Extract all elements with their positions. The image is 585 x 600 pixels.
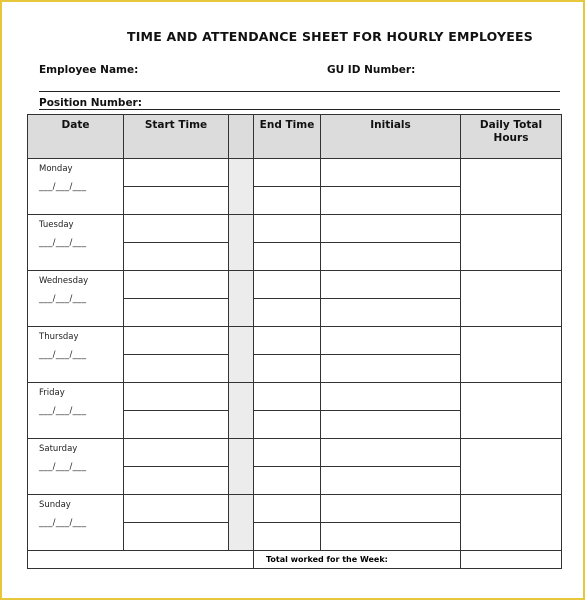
end-time-cell[interactable] [254, 467, 321, 495]
date-cell [28, 159, 124, 215]
day-name: Tuesday [39, 220, 74, 230]
initials-cell[interactable] [321, 187, 461, 215]
day-name: Friday [39, 388, 65, 398]
initials-cell[interactable] [321, 271, 461, 299]
table-row [28, 159, 562, 187]
date-cell [28, 271, 124, 327]
day-name: Saturday [39, 444, 78, 454]
initials-cell[interactable] [321, 215, 461, 243]
gap-cell [229, 215, 254, 271]
gap-cell [229, 327, 254, 383]
employee-name-underline [39, 91, 560, 92]
position-number-label: Position Number: [39, 97, 142, 109]
daily-total-cell[interactable] [461, 383, 562, 439]
table-header-row [28, 115, 562, 159]
end-time-cell[interactable] [254, 495, 321, 523]
table-row [28, 495, 562, 523]
end-time-cell[interactable] [254, 271, 321, 299]
day-name: Wednesday [39, 276, 89, 286]
start-time-cell[interactable] [124, 271, 229, 299]
header-initials: Initials [321, 115, 461, 159]
end-time-cell[interactable] [254, 327, 321, 355]
end-time-cell[interactable] [254, 355, 321, 383]
position-number-underline [39, 109, 560, 110]
table-row [28, 327, 562, 355]
table-row [28, 215, 562, 243]
start-time-cell[interactable] [124, 243, 229, 271]
daily-total-cell[interactable] [461, 159, 562, 215]
date-cell [28, 327, 124, 383]
start-time-cell[interactable] [124, 467, 229, 495]
end-time-cell[interactable] [254, 383, 321, 411]
header-start-time: Start Time [124, 115, 229, 159]
date-blank[interactable]: ___/___/___ [39, 406, 87, 416]
initials-cell[interactable] [321, 523, 461, 551]
gap-cell [229, 495, 254, 551]
initials-cell[interactable] [321, 327, 461, 355]
gap-cell [229, 383, 254, 439]
day-name: Sunday [39, 500, 71, 510]
date-blank[interactable]: ___/___/___ [39, 182, 87, 192]
date-cell [28, 215, 124, 271]
initials-cell[interactable] [321, 355, 461, 383]
end-time-cell[interactable] [254, 243, 321, 271]
day-name: Monday [39, 164, 73, 174]
page-title: TIME AND ATTENDANCE SHEET FOR HOURLY EMPLOYEES [126, 29, 533, 44]
gap-cell [229, 159, 254, 215]
date-blank[interactable]: ___/___/___ [39, 350, 87, 360]
attendance-table [27, 114, 562, 569]
start-time-cell[interactable] [124, 187, 229, 215]
end-time-cell[interactable] [254, 215, 321, 243]
date-cell [28, 439, 124, 495]
start-time-cell[interactable] [124, 495, 229, 523]
daily-total-cell[interactable] [461, 495, 562, 551]
weekly-total-row [28, 551, 562, 569]
initials-cell[interactable] [321, 383, 461, 411]
gu-id-number-label: GU ID Number: [327, 64, 416, 76]
table-row [28, 439, 562, 467]
end-time-cell[interactable] [254, 299, 321, 327]
end-time-cell[interactable] [254, 523, 321, 551]
gap-cell [229, 271, 254, 327]
weekly-total-cell[interactable] [461, 551, 562, 569]
initials-cell[interactable] [321, 467, 461, 495]
start-time-cell[interactable] [124, 215, 229, 243]
end-time-cell[interactable] [254, 411, 321, 439]
table-row [28, 383, 562, 411]
total-blank-cell [28, 551, 254, 569]
total-worked-label: Total worked for the Week: [254, 551, 461, 569]
gap-cell [229, 439, 254, 495]
end-time-cell[interactable] [254, 187, 321, 215]
daily-total-cell[interactable] [461, 439, 562, 495]
start-time-cell[interactable] [124, 355, 229, 383]
start-time-cell[interactable] [124, 159, 229, 187]
initials-cell[interactable] [321, 495, 461, 523]
header-gap [229, 115, 254, 159]
daily-total-cell[interactable] [461, 327, 562, 383]
initials-cell[interactable] [321, 411, 461, 439]
date-blank[interactable]: ___/___/___ [39, 518, 87, 528]
date-cell [28, 495, 124, 551]
initials-cell[interactable] [321, 159, 461, 187]
initials-cell[interactable] [321, 243, 461, 271]
header-end-time: End Time [254, 115, 321, 159]
header-date: Date [28, 115, 124, 159]
daily-total-cell[interactable] [461, 271, 562, 327]
start-time-cell[interactable] [124, 411, 229, 439]
start-time-cell[interactable] [124, 299, 229, 327]
employee-name-label: Employee Name: [39, 64, 139, 76]
date-blank[interactable]: ___/___/___ [39, 462, 87, 472]
start-time-cell[interactable] [124, 327, 229, 355]
start-time-cell[interactable] [124, 523, 229, 551]
daily-total-cell[interactable] [461, 215, 562, 271]
start-time-cell[interactable] [124, 439, 229, 467]
day-name: Thursday [39, 332, 79, 342]
date-blank[interactable]: ___/___/___ [39, 294, 87, 304]
initials-cell[interactable] [321, 439, 461, 467]
start-time-cell[interactable] [124, 383, 229, 411]
initials-cell[interactable] [321, 299, 461, 327]
end-time-cell[interactable] [254, 439, 321, 467]
date-blank[interactable]: ___/___/___ [39, 238, 87, 248]
header-daily-total-hours: Daily Total Hours [461, 115, 562, 159]
end-time-cell[interactable] [254, 159, 321, 187]
table-row [28, 271, 562, 299]
date-cell [28, 383, 124, 439]
